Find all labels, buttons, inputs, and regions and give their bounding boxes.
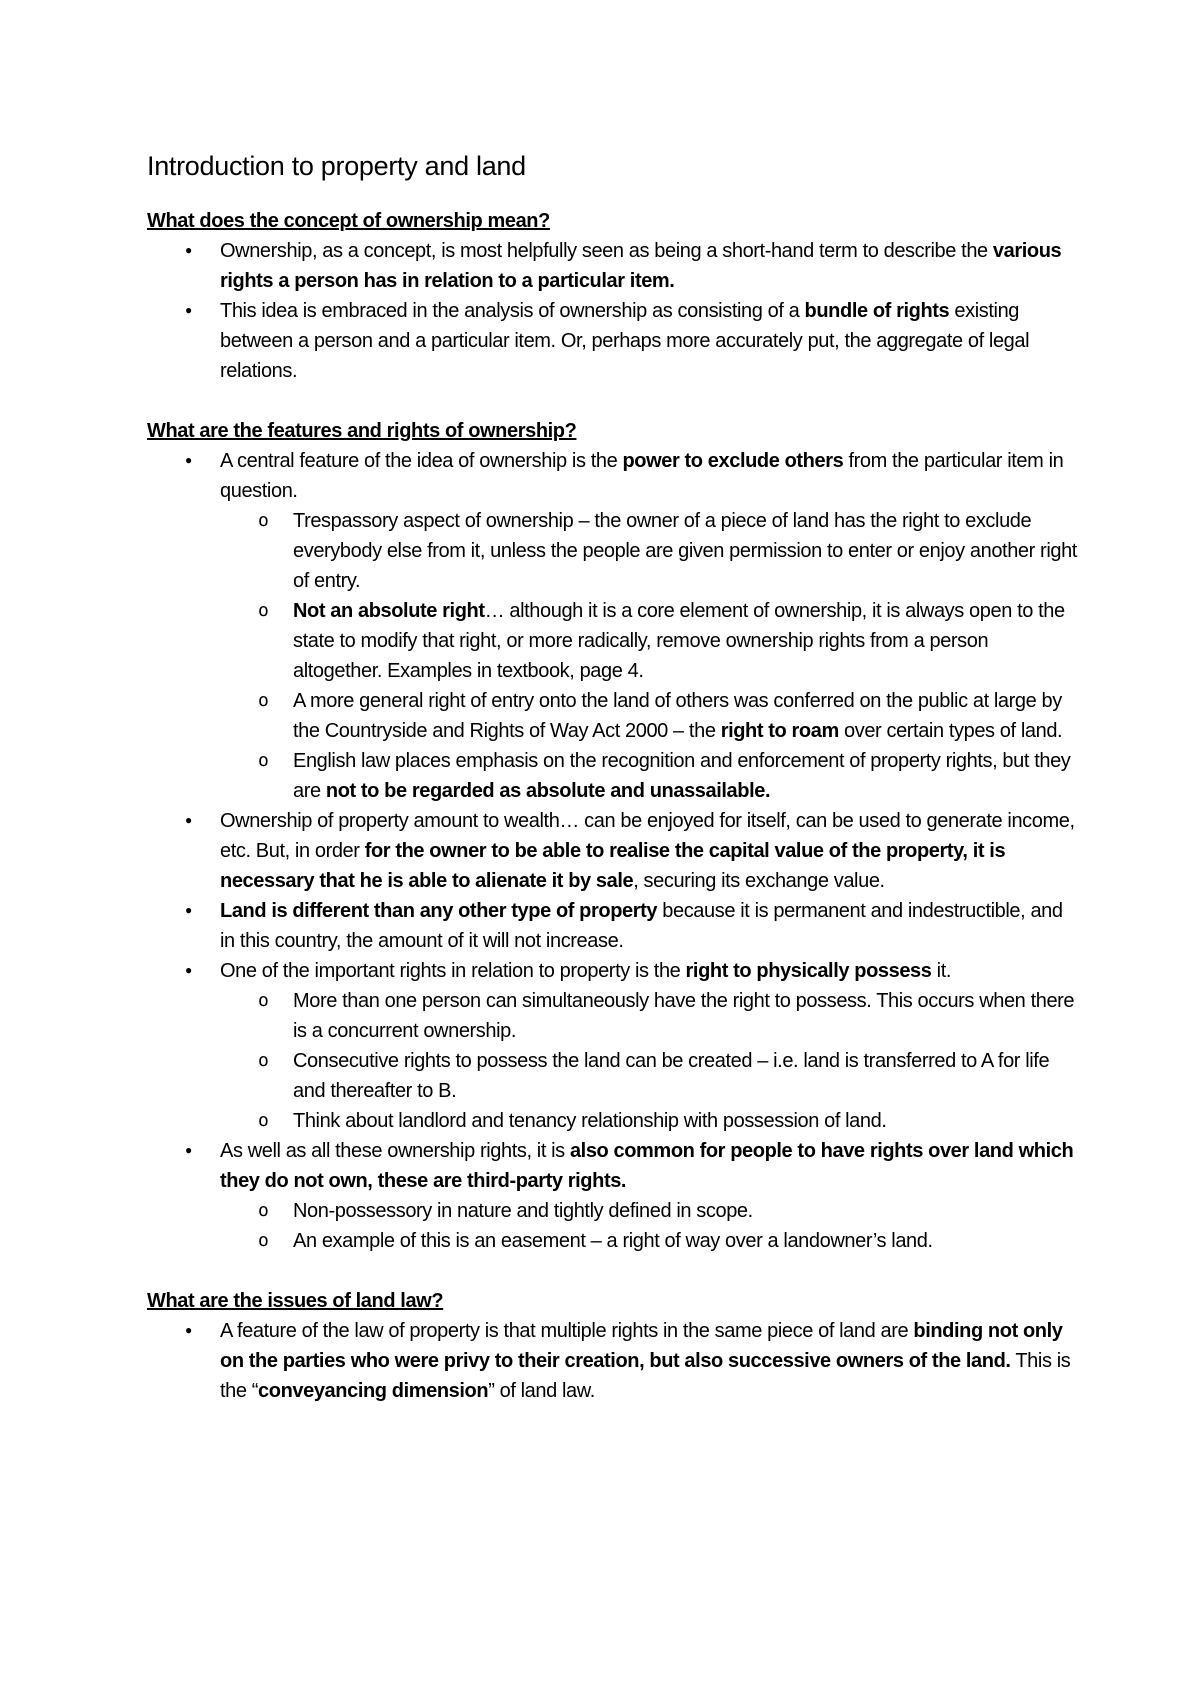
bullet-item [147, 236, 1077, 296]
text-run: Think about landlord and tenancy relationship with possession of land. [293, 1110, 887, 1132]
bold-text: right to physically possess [685, 960, 932, 982]
text-run: As well as all these ownership rights, it is [220, 1140, 570, 1162]
sub-bullet-item [220, 1226, 1077, 1256]
text-run: … although it is a core element of ownership, it is always open to the state to modify that right, or more radically, remove ownership rights from a person altogether. Examples in textbook, page 4. [293, 600, 1065, 682]
bullet-item [147, 896, 1077, 956]
bullet-item [147, 1316, 1077, 1406]
document-body [147, 148, 1077, 1436]
text-run: A more general right of entry onto the land of others was conferred on the public at large by the Countryside and Rights of Way Act 2000 – the [293, 690, 1062, 742]
bullet-list [147, 1316, 1077, 1406]
bold-text: also common for people to have rights over land which they do not own, these are third-party rights. [220, 1140, 1074, 1192]
page-title: Introduction to property and land [147, 151, 526, 181]
sub-bullet-item [220, 986, 1077, 1046]
text-run: Ownership, as a concept, is most helpfully seen as being a short-hand term to describe the [220, 240, 993, 262]
text-run: Trespassory aspect of ownership – the owner of a piece of land has the right to exclude everybody else from it, unless the people are given permission to enter or enjoy another right of entry. [293, 510, 1077, 592]
bold-text: various rights a person has in relation to a particular item. [220, 240, 1062, 292]
bold-text: not to be regarded as absolute and unassailable. [325, 780, 771, 802]
bullet-list [147, 236, 1077, 386]
text-run: because it is permanent and indestructible, and in this country, the amount of it will not increase. [220, 900, 1063, 952]
bold-text: for the owner to be able to realise the capital value of the property, it is necessary that he is able to alienate it by sale [220, 840, 1006, 892]
sub-bullet-item [220, 686, 1077, 746]
bullet-list [147, 446, 1077, 1256]
sub-bullet-item [220, 506, 1077, 596]
section-heading: What are the features and rights of ownership? [147, 420, 577, 442]
bold-text: Not an absolute right [293, 600, 485, 622]
text-run: over certain types of land. [838, 720, 1063, 742]
section [147, 206, 1077, 386]
section-heading: What are the issues of land law? [147, 1290, 444, 1312]
sub-bullet-list [220, 506, 1077, 806]
section [147, 1286, 1077, 1406]
bold-text: conveyancing dimension [258, 1380, 489, 1402]
sections-container [147, 206, 1077, 1406]
bold-text: right to roam [720, 720, 839, 742]
bullet-item [147, 296, 1077, 386]
bullet-item [147, 956, 1077, 1136]
sub-bullet-item [220, 746, 1077, 806]
text-run: Consecutive rights to possess the land can be created – i.e. land is transferred to A for life and thereafter to B. [293, 1050, 1050, 1102]
text-run: it. [931, 960, 952, 982]
text-run: Non-possessory in nature and tightly defined in scope. [293, 1200, 753, 1222]
sub-bullet-item [220, 1106, 1077, 1136]
bold-text: power to exclude others [622, 450, 844, 472]
text-run: existing between a person and a particular item. Or, perhaps more accurately put, the aggregate of legal relations. [220, 300, 1030, 382]
text-run: A central feature of the idea of ownership is the [220, 450, 623, 472]
bold-text: bundle of rights [804, 300, 950, 322]
bullet-item [147, 446, 1077, 806]
text-run: Ownership of property amount to wealth… can be enjoyed for itself, can be used to generate income, etc. But, in order [220, 810, 1075, 862]
bullet-item [147, 806, 1077, 896]
text-run: One of the important rights in relation to property is the [220, 960, 686, 982]
text-run: ” of land law. [488, 1380, 595, 1402]
section-heading: What does the concept of ownership mean? [147, 210, 550, 232]
sub-bullet-list [220, 986, 1077, 1136]
text-run: This is the “ [220, 1350, 1071, 1402]
text-run: This idea is embraced in the analysis of ownership as consisting of a [220, 300, 805, 322]
text-run: English law places emphasis on the recognition and enforcement of property rights, but they are [293, 750, 1071, 802]
text-run: More than one person can simultaneously have the right to possess. This occurs when there is a concurrent ownership. [293, 990, 1075, 1042]
text-run: An example of this is an easement – a right of way over a landowner’s land. [293, 1230, 933, 1252]
bold-text: binding not only on the parties who were privy to their creation, but also successive owners of the land. [220, 1320, 1063, 1372]
bullet-item [147, 1136, 1077, 1256]
text-run: , securing its exchange value. [633, 870, 885, 892]
sub-bullet-item [220, 1046, 1077, 1106]
text-run: from the particular item in question. [220, 450, 1064, 502]
sub-bullet-list [220, 1196, 1077, 1256]
section [147, 416, 1077, 1256]
sub-bullet-item [220, 596, 1077, 686]
text-run: A feature of the law of property is that multiple rights in the same piece of land are [220, 1320, 914, 1342]
bold-text: Land is different than any other type of property [220, 900, 658, 922]
sub-bullet-item [220, 1196, 1077, 1226]
